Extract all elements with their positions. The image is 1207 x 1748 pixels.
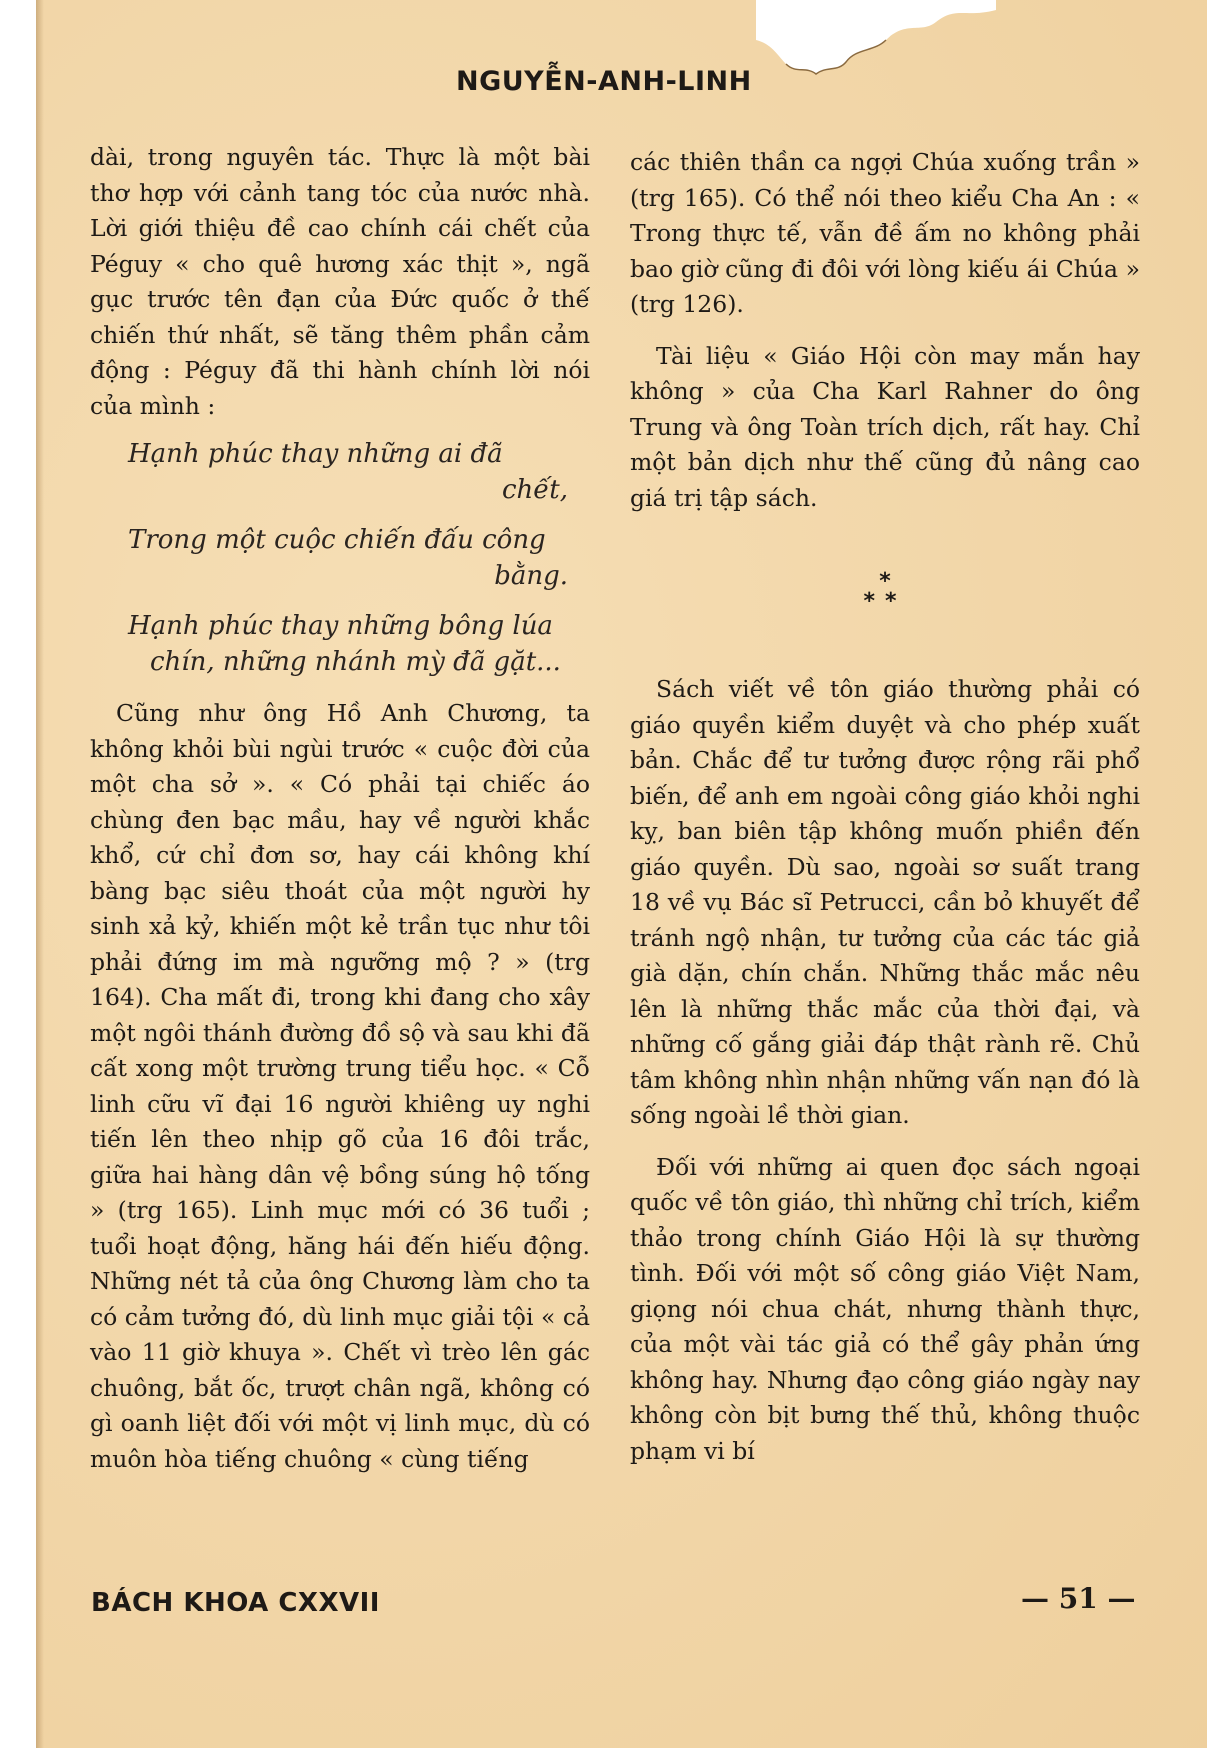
right-paragraph-4: Đối với những ai quen đọc sách ngoại quốc về tôn giáo, thì những chỉ trích, kiểm thảo trong chính Giáo Hội là sự thường tình. Đối với một số công giáo Việt Nam, giọng nói chua chát, nhưng thành thực, của một vài tác giả có thể gây phản ứng không hay. Nhưng đạo công giáo ngày nay không còn bịt bưng thế thủ, không thuộc phạm vi bí <box>630 1152 1140 1465</box>
left-paragraph-1: dài, trong nguyên tác. Thực là một bài thơ hợp với cảnh tang tóc của nước nhà. Lời giới thiệu đề cao chính cái chết của Péguy « cho quê hương xác thịt », ngã gục trước tên đạn của Đức quốc ở thế chiến thứ nhất, sẽ tăng thêm phần cảm động : Péguy đã thi hành chính lời nói của mình : <box>90 143 590 420</box>
asterism-top: * <box>879 569 891 594</box>
right-column <box>630 145 1140 1469</box>
page-edge-shadow <box>36 0 44 1748</box>
poem-line-1-cont: chết, <box>501 475 568 505</box>
poem-line-3-cont: chín, những nhánh mỳ đã gặt... <box>150 647 561 677</box>
asterism-bottom: ** <box>863 589 907 614</box>
right-paragraph-1: các thiên thần ca ngợi Chúa xuống trần » (trg 165). Có thể nói theo kiểu Cha An : « Trong thực tế, vẫn đề ấm no không phải bao giờ cũng đi đôi với lòng kiếu ái Chúa » (trg 126). <box>630 148 1140 318</box>
left-column <box>90 140 590 1477</box>
page <box>36 0 1207 1748</box>
poem-quote <box>90 436 590 680</box>
poem-line-2-cont: bằng. <box>494 561 568 591</box>
poem-line-1: Hạnh phúc thay những ai đã <box>128 439 503 469</box>
left-paragraph-2: Cũng như ông Hồ Anh Chương, ta không khỏi bùi ngùi trước « cuộc đời của một cha sở ». « Có phải tại chiếc áo chùng đen bạc mầu, hay về người khắc khổ, cứ chỉ đơn sơ, hay cái không khí bàng bạc siêu thoát của một người hy sinh xả kỷ, khiến một kẻ trần tục như tôi phải đứng im mà ngưỡng mộ ? » (trg 164). Cha mất đi, trong khi đang cho xây một ngôi thánh đường đồ sộ và sau khi đã cất xong một trường trung tiểu học. « Cỗ linh cữu vĩ đại 16 người khiêng uy nghi tiến lên theo nhịp gõ của 16 đôi trắc, giữa hai hàng dân vệ bồng súng hộ tống » (trg 165). Linh mục mới có 36 tuổi ; tuổi hoạt động, hăng hái đến hiếu động. Những nét tả của ông Chương làm cho ta có cảm tưởng đó, dù linh mục giải tội « cả vào 11 giờ khuya ». Chết vì trèo lên gác chuông, bắt ốc, trượt chân ngã, không có gì oanh liệt đối với một vị linh mục, dù có muôn hòa tiếng chuông « cùng tiếng <box>90 699 590 1473</box>
right-paragraph-2: Tài liệu « Giáo Hội còn may mắn hay không » của Cha Karl Rahner do ông Trung và ông Toàn trích dịch, rất hay. Chỉ một bản dịch như thế cũng đủ nâng cao giá trị tập sách. <box>630 341 1140 512</box>
page-number: — 51 — <box>1021 1582 1136 1615</box>
asterism-separator <box>630 569 1140 614</box>
running-head: NGUYỄN-ANH-LINH <box>456 66 752 97</box>
poem-line-2: Trong một cuộc chiến đấu công <box>128 525 546 555</box>
right-paragraph-3: Sách viết về tôn giáo thường phải có giáo quyền kiểm duyệt và cho phép xuất bản. Chắc để tư tưởng được rộng rãi phổ biến, để anh em ngoài công giáo khỏi nghi kỵ, ban biên tập không muốn phiền đến giáo quyền. Dù sao, ngoài sơ suất trang 18 về vụ Bác sĩ Petrucci, cần bỏ khuyết để tránh ngộ nhận, tư tưởng của các tác giả già dặn, chín chắn. Những thắc mắc nêu lên là những thắc mắc của thời đại, và những cố gắng giải đáp thật rành rẽ. Chủ tâm không nhìn nhận những vấn nạn đó là sống ngoài lề thời gian. <box>630 675 1140 1129</box>
paper-tear <box>756 0 996 110</box>
journal-footer: BÁCH KHOA CXXVII <box>91 1588 380 1618</box>
poem-line-3: Hạnh phúc thay những bông lúa <box>128 611 553 641</box>
